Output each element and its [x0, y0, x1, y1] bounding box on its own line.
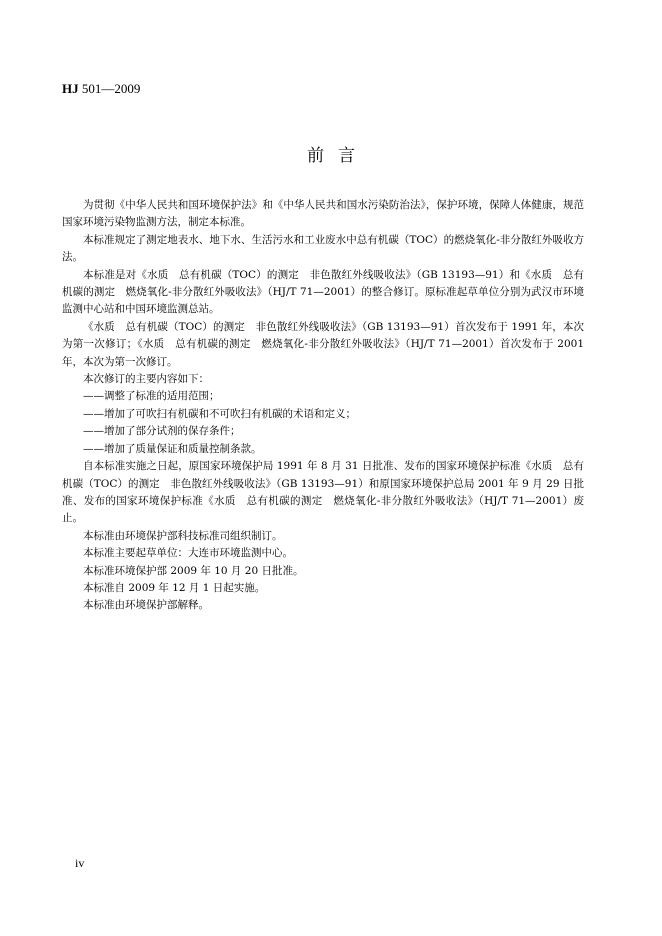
paragraph-revision-intro: 本次修订的主要内容如下： — [83, 373, 209, 386]
standard-prefix: HJ — [62, 81, 79, 96]
list-item: ——调整了标准的适用范围； — [83, 390, 220, 403]
paragraph-effective-date: 本标准自 2009 年 12 月 1 日起实施。 — [83, 581, 266, 594]
foreword-body — [62, 197, 584, 615]
paragraph-interpretation: 本标准由环境保护部解释。 — [83, 599, 209, 612]
list-item: ——增加了质量保证和质量控制条款。 — [83, 442, 262, 455]
standard-number: 501—2009 — [81, 81, 141, 96]
list-item: ——增加了可吹扫有机碳和不可吹扫有机碳的术语和定义； — [83, 407, 356, 420]
paragraph-drafter: 本标准主要起草单位：大连市环境监测中心。 — [83, 547, 293, 560]
paragraph-scope: 本标准规定了测定地表水、地下水、生活污水和工业废水中总有机碳（TOC）的燃烧氧化-非分散红外吸收方法。 — [62, 233, 584, 264]
paragraph-organizer: 本标准由环境保护部科技标准司组织制订。 — [83, 529, 283, 542]
document-code — [62, 81, 140, 97]
paragraph-revision-basis: 本标准是对《水质 总有机碳（TOC）的测定 非色散红外线吸收法》（GB 13193—91）和《水质 总有机碳的测定 燃烧氧化-非分散红外吸收法》（HJ/T 71—2001）的整合修订。原标准起草单位分别为武汉市环境监测中心站和中国环境监测总站。 — [62, 268, 584, 316]
paragraph-purpose: 为贯彻《中华人民共和国环境保护法》和《中华人民共和国水污染防治法》，保护环境，保障人体健康，规范国家环境污染物监测方法，制定本标准。 — [62, 199, 584, 229]
paragraph-abolition: 自本标准实施之日起，原国家环境保护局 1991 年 8 月 31 日批准、发布的国家环境保护标准《水质 总有机碳（TOC）的测定 非色散红外线吸收法》（GB 13193—91）和原国家环境保护总局 2001 年 9 月 29 日批准、发布的国家环境保护标准《水质 总有机碳的测定 燃烧氧化-非分散红外吸收法》（HJ/T 71—2001）废止。 — [62, 460, 584, 525]
paragraph-approval-date: 本标准环境保护部 2009 年 10 月 20 日批准。 — [83, 564, 304, 577]
paragraph-publication-history: 《水质 总有机碳（TOC）的测定 非色散红外线吸收法》（GB 13193—91）首次发布于 1991 年，本次为第一次修订；《水质 总有机碳的测定 燃烧氧化-非分散红外吸收法》（HJ/T 71—2001）首次发布于 2001 年，本次为第一次修订。 — [62, 320, 584, 368]
page-title: 前言 — [307, 146, 369, 166]
page-number: iv — [75, 856, 85, 870]
list-item: ——增加了部分试剂的保存条件； — [83, 425, 241, 438]
